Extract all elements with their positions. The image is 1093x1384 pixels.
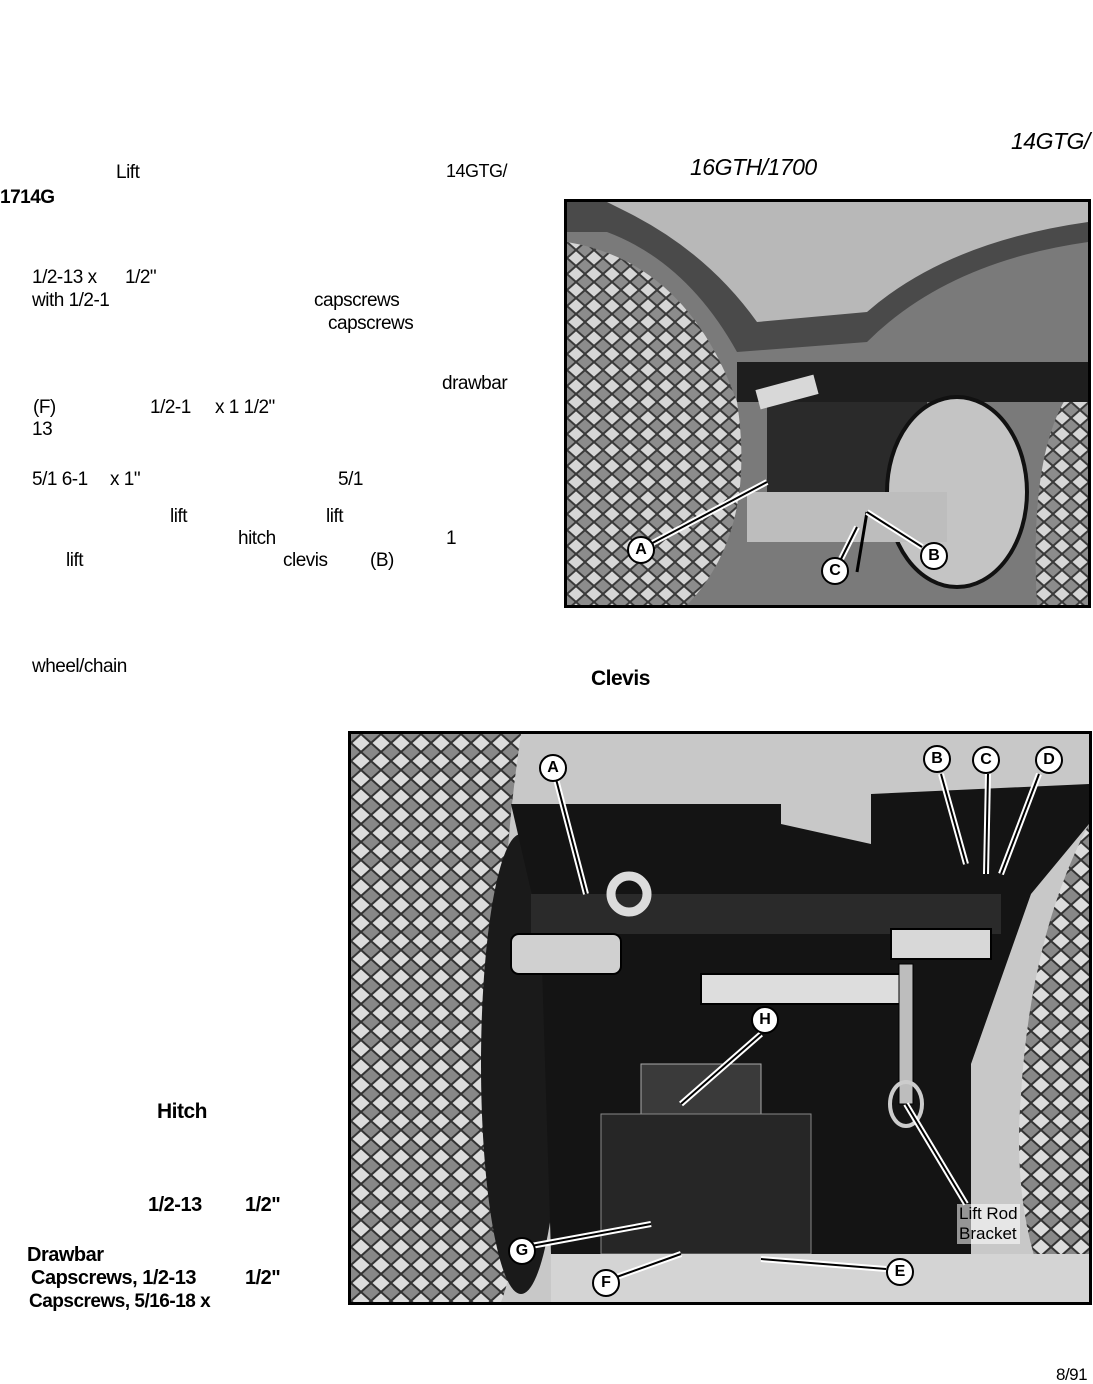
model-header-right: 14GTG/ bbox=[1011, 128, 1090, 154]
ref-b: (B) bbox=[370, 550, 394, 571]
callout-a: A bbox=[539, 754, 567, 782]
with-spec: with 1/2-1 bbox=[32, 290, 110, 311]
lift-word: Lift bbox=[116, 162, 140, 183]
callout-c: C bbox=[972, 746, 1000, 774]
clevis-heading: Clevis bbox=[591, 667, 650, 690]
parts-capscrews-a2: 1/2" bbox=[245, 1267, 281, 1289]
spec-2b: x 1 1/2" bbox=[215, 397, 275, 418]
hitch-heading: Hitch bbox=[157, 1100, 207, 1123]
bracket-text: Bracket bbox=[959, 1224, 1017, 1243]
lift-rod-text: Lift Rod bbox=[959, 1204, 1018, 1223]
wheel-chain: wheel/chain bbox=[32, 656, 127, 677]
callout-b: B bbox=[920, 542, 948, 570]
spec-3b: x 1" bbox=[110, 469, 141, 490]
parts-capscrews-b: Capscrews, 5/16-18 x bbox=[29, 1291, 211, 1312]
spec-3: 5/1 6-1 bbox=[32, 469, 88, 490]
model-1714g: 1714G bbox=[0, 187, 55, 208]
spec-1: 1/2-13 x bbox=[32, 267, 97, 288]
num-13: 13 bbox=[32, 419, 53, 440]
clevis-word: clevis bbox=[283, 550, 328, 571]
lift-1: lift bbox=[170, 506, 187, 527]
capscrews-2: capscrews bbox=[328, 313, 414, 334]
callout-a: A bbox=[627, 536, 655, 564]
hitch-photo bbox=[348, 731, 1092, 1305]
callout-b: B bbox=[923, 745, 951, 773]
lift-2: lift bbox=[326, 506, 343, 527]
drawbar-word: drawbar bbox=[442, 373, 508, 394]
parts-drawbar: Drawbar bbox=[27, 1244, 104, 1266]
lift-3: lift bbox=[66, 550, 83, 571]
callout-e: E bbox=[886, 1258, 914, 1286]
callout-d: D bbox=[1035, 746, 1063, 774]
clevis-photo bbox=[564, 199, 1091, 608]
page-code: 8/91 bbox=[1056, 1365, 1088, 1384]
ref-f: (F) bbox=[33, 397, 56, 418]
spec-1b: 1/2" bbox=[125, 267, 157, 288]
callout-g: G bbox=[508, 1237, 536, 1265]
capscrews-1: capscrews bbox=[314, 290, 400, 311]
callout-h: H bbox=[751, 1006, 779, 1034]
hitch-word: hitch bbox=[238, 528, 276, 549]
model-inline: 14GTG/ bbox=[446, 161, 508, 181]
num-1: 1 bbox=[446, 528, 457, 549]
spec-3c: 5/1 bbox=[338, 469, 363, 490]
model-header-center: 16GTH/1700 bbox=[690, 154, 817, 180]
callout-f: F bbox=[592, 1269, 620, 1297]
parts-spec-a: 1/2-13 bbox=[148, 1194, 202, 1216]
parts-spec-a2: 1/2" bbox=[245, 1194, 281, 1216]
parts-capscrews-a: Capscrews, 1/2-13 bbox=[31, 1267, 196, 1289]
lift-rod-bracket-label bbox=[957, 1204, 1020, 1244]
callout-c: C bbox=[821, 557, 849, 585]
spec-2: 1/2-1 bbox=[150, 397, 191, 418]
